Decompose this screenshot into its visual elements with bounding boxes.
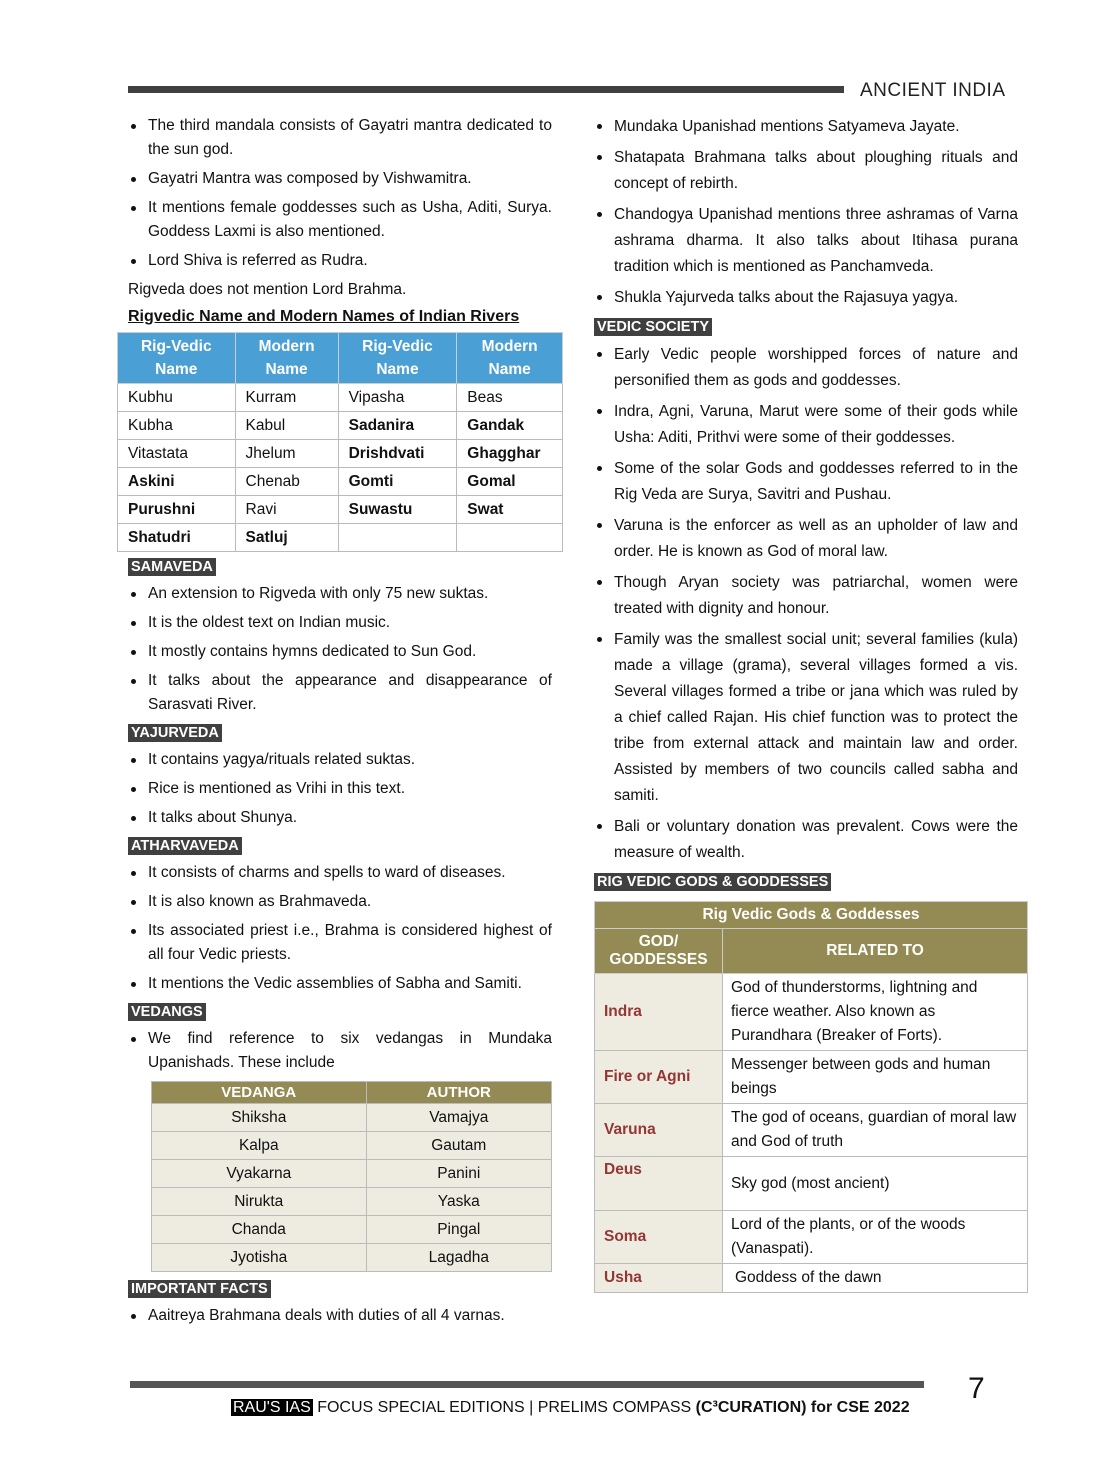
society-list <box>594 342 1018 866</box>
god-description: The god of oceans, guardian of moral law and God of truth <box>723 1104 1028 1157</box>
cell: Panini <box>366 1160 551 1188</box>
cell: Suwastu <box>338 496 457 524</box>
list-item: Shatapata Brahmana talks about ploughing rituals and concept of rebirth. <box>594 145 1018 197</box>
table-row <box>595 1264 1028 1293</box>
atharvaveda-list <box>128 861 552 996</box>
table-row <box>595 1051 1028 1104</box>
samaveda-heading: SAMAVEDA <box>128 558 216 576</box>
table-row <box>118 384 563 412</box>
yajurveda-heading: YAJURVEDA <box>128 724 222 742</box>
table-header: RELATED TO <box>723 929 1028 974</box>
list-item: Early Vedic people worshipped forces of nature and personified them as gods and goddesses. <box>594 342 1018 394</box>
cell: Swat <box>457 496 563 524</box>
list-item: Indra, Agni, Varuna, Marut were some of their gods while Usha: Aditi, Prithvi were some of their goddesses. <box>594 399 1018 451</box>
table-header: Rig-Vedic Name <box>338 333 457 384</box>
table-row <box>595 1157 1028 1211</box>
gods-heading: RIG VEDIC GODS & GODDESSES <box>594 873 831 891</box>
god-name: Indra <box>595 974 723 1051</box>
upanishad-list <box>594 114 1018 311</box>
cell: Askini <box>118 468 236 496</box>
cell: Gandak <box>457 412 563 440</box>
atharvaveda-heading: ATHARVAVEDA <box>128 837 242 855</box>
note: Rigveda does not mention Lord Brahma. <box>128 281 407 298</box>
table-row <box>152 1104 552 1132</box>
list-item: Chandogya Upanishad mentions three ashramas of Varna ashrama dharma. It also talks about Itihasa purana tradition which is mentioned as Panchamveda. <box>594 202 1018 280</box>
list-item: Gayatri Mantra was composed by Vishwamitra. <box>128 167 552 191</box>
cell: Yaska <box>366 1188 551 1216</box>
list-item: It talks about Shunya. <box>128 806 552 830</box>
cell: Chanda <box>152 1216 367 1244</box>
cell: Purushni <box>118 496 236 524</box>
cell: Shiksha <box>152 1104 367 1132</box>
list-item: We find reference to six vedangas in Mundaka Upanishads. These include <box>128 1027 552 1075</box>
list-item: It contains yagya/rituals related suktas. <box>128 748 552 772</box>
list-item: Rice is mentioned as Vrihi in this text. <box>128 777 552 801</box>
footer-brand: RAU'S IAS <box>233 1399 311 1416</box>
header-rule <box>128 86 844 93</box>
cell <box>338 524 457 552</box>
cell: Nirukta <box>152 1188 367 1216</box>
table-header: VEDANGA <box>152 1082 367 1104</box>
cell: Vyakarna <box>152 1160 367 1188</box>
table-header: Rig-Vedic Name <box>118 333 236 384</box>
table-row <box>595 1211 1028 1264</box>
cell: Satluj <box>235 524 338 552</box>
cell: Kubha <box>118 412 236 440</box>
page-number: 7 <box>968 1372 985 1405</box>
list-item: An extension to Rigveda with only 75 new suktas. <box>128 582 552 606</box>
god-name: Varuna <box>595 1104 723 1157</box>
footer-rule <box>130 1381 924 1388</box>
table-title: Rig Vedic Gods & Goddesses <box>595 902 1028 929</box>
table-header: AUTHOR <box>366 1082 551 1104</box>
list-item: Lord Shiva is referred as Rudra. <box>128 249 552 273</box>
table-header: Modern Name <box>457 333 563 384</box>
cell: Pingal <box>366 1216 551 1244</box>
rivers-title: Rigvedic Name and Modern Names of Indian Rivers <box>128 308 520 325</box>
list-item: It is also known as Brahmaveda. <box>128 890 552 914</box>
gods-table <box>594 901 1028 1293</box>
god-description: Messenger between gods and human beings <box>723 1051 1028 1104</box>
list-item: Its associated priest i.e., Brahma is considered highest of all four Vedic priests. <box>128 919 552 967</box>
cell: Kurram <box>235 384 338 412</box>
facts-list <box>128 1304 552 1328</box>
list-item: It consists of charms and spells to ward of diseases. <box>128 861 552 885</box>
table-row <box>152 1244 552 1272</box>
table-header: Modern Name <box>235 333 338 384</box>
cell: Lagadha <box>366 1244 551 1272</box>
table-row <box>152 1216 552 1244</box>
list-item: Bali or voluntary donation was prevalent. Cows were the measure of wealth. <box>594 814 1018 866</box>
cell: Kalpa <box>152 1132 367 1160</box>
list-item: It mentions female goddesses such as Usha, Aditi, Surya. Goddess Laxmi is also mentioned. <box>128 196 552 244</box>
cell: Beas <box>457 384 563 412</box>
cell <box>457 524 563 552</box>
table-row <box>595 1104 1028 1157</box>
section-name: ANCIENT INDIA <box>860 80 1006 101</box>
table-row <box>118 468 563 496</box>
left-column <box>128 114 552 1333</box>
cell: Drishdvati <box>338 440 457 468</box>
rivers-table <box>117 332 563 552</box>
list-item: Shukla Yajurveda talks about the Rajasuya yagya. <box>594 285 1018 311</box>
table-row <box>595 974 1028 1051</box>
cell: Vamajya <box>366 1104 551 1132</box>
cell: Kabul <box>235 412 338 440</box>
list-item: Mundaka Upanishad mentions Satyameva Jayate. <box>594 114 1018 140</box>
list-item: Some of the solar Gods and goddesses referred to in the Rig Veda are Surya, Savitri and Pushau. <box>594 456 1018 508</box>
rigveda-list <box>128 114 552 273</box>
list-item: It talks about the appearance and disappearance of Sarasvati River. <box>128 669 552 717</box>
table-row <box>118 496 563 524</box>
god-name: Fire or Agni <box>595 1051 723 1104</box>
society-heading: VEDIC SOCIETY <box>594 318 712 336</box>
table-row <box>118 412 563 440</box>
table-row <box>118 440 563 468</box>
cell: Shatudri <box>118 524 236 552</box>
yajurveda-list <box>128 748 552 830</box>
footer-text: FOCUS SPECIAL EDITIONS | PRELIMS COMPASS <box>317 1399 696 1416</box>
list-item: Though Aryan society was patriarchal, women were treated with dignity and honour. <box>594 570 1018 622</box>
cell: Ghagghar <box>457 440 563 468</box>
list-item: It is the oldest text on Indian music. <box>128 611 552 635</box>
vedanga-table <box>151 1081 552 1272</box>
vedangs-heading: VEDANGS <box>128 1003 206 1021</box>
god-description: Sky god (most ancient) <box>723 1157 1028 1211</box>
cell: Gomal <box>457 468 563 496</box>
cell: Ravi <box>235 496 338 524</box>
list-item: Family was the smallest social unit; several families (kula) made a village (grama), several villages formed a vis. Several villages formed a tribe or jana which was ruled by a chief called Rajan. His chief function was to protect the tribe from external attack and maintain law and order. Assisted by members of two councils called sabha and samiti. <box>594 627 1018 809</box>
cell: Vitastata <box>118 440 236 468</box>
table-row <box>152 1188 552 1216</box>
cell: Gautam <box>366 1132 551 1160</box>
right-column <box>594 114 1018 1293</box>
god-name: Deus <box>595 1157 723 1211</box>
list-item: It mentions the Vedic assemblies of Sabha and Samiti. <box>128 972 552 996</box>
cell: Vipasha <box>338 384 457 412</box>
cell: Chenab <box>235 468 338 496</box>
cell: Kubhu <box>118 384 236 412</box>
god-description: God of thunderstorms, lightning and fierce weather. Also known as Purandhara (Breaker of Forts). <box>723 974 1028 1051</box>
list-item: Varuna is the enforcer as well as an upholder of law and order. He is known as God of moral law. <box>594 513 1018 565</box>
god-description: Goddess of the dawn <box>723 1264 1028 1293</box>
list-item: Aaitreya Brahmana deals with duties of all 4 varnas. <box>128 1304 552 1328</box>
list-item: The third mandala consists of Gayatri mantra dedicated to the sun god. <box>128 114 552 162</box>
cell: Sadanira <box>338 412 457 440</box>
cell: Gomti <box>338 468 457 496</box>
god-description: Lord of the plants, or of the woods (Vanaspati). <box>723 1211 1028 1264</box>
table-row <box>152 1160 552 1188</box>
list-item: It mostly contains hymns dedicated to Sun God. <box>128 640 552 664</box>
table-row <box>152 1132 552 1160</box>
table-row <box>118 524 563 552</box>
footer-edition: (C³CURATION) for CSE 2022 <box>695 1399 910 1416</box>
facts-heading: IMPORTANT FACTS <box>128 1280 271 1298</box>
god-name: Soma <box>595 1211 723 1264</box>
footer <box>231 1399 910 1417</box>
cell: Jyotisha <box>152 1244 367 1272</box>
samaveda-list <box>128 582 552 717</box>
god-name: Usha <box>595 1264 723 1293</box>
cell: Jhelum <box>235 440 338 468</box>
vedangs-list <box>128 1027 552 1075</box>
table-header: GOD/ GODDESSES <box>595 929 723 974</box>
